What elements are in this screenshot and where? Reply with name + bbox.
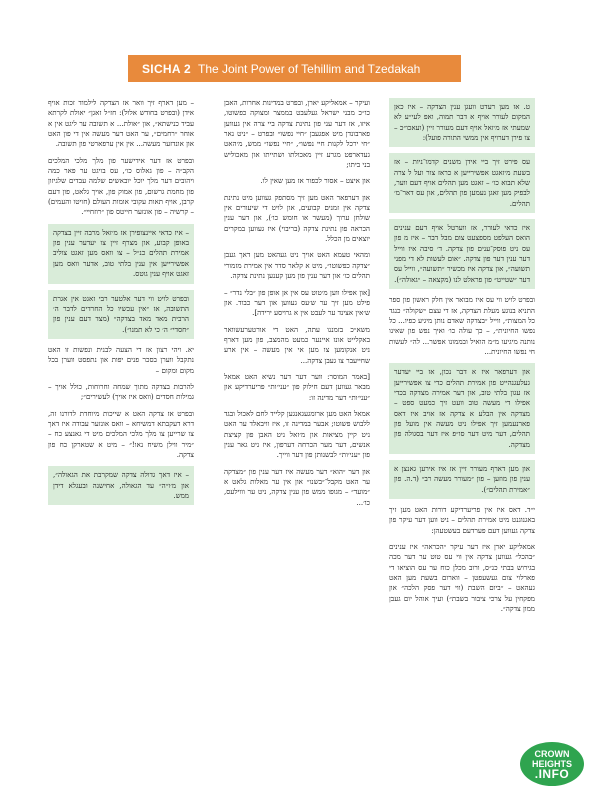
paragraph: עס פירט זיך ביי אידן משנים קדמו־ניות – אז בשעת מ׳זאגט אפשירייען א כראז צור ועל ל צרה שלא תבוא כו׳ – זאגט מען תהלים אויף דעם ווער, לבפיק מען זאגן נעמען פון תהלים, און עס דאר־מ׳ תהלים.	[389, 153, 535, 213]
paragraph: און דער ״הוא״ דער מעשה איז דער ענין פון ״מצדקה ער האט מקבל־״בשנו״ און אין ער מאלות גלאט א ״מועד״ – מגופו ממש פון ענין צדקה, ניט ער וווילעס, כו׳...	[224, 466, 370, 507]
paragraph: ובפרט לויט ווי עס איז מבואר אין חלק ראשון פון ספר התניא בנוגע מעלת הצדקה, אז די עצם ״שקולה״ כנגד כל המצות״, ווייל ״בצדקה שאדם נותן מיגיע כפיו... כל נפשו החיונית״, – כך עולה כו׳ ואיך נפש פון שאינו נותנה מיגיעו מ״מ הואיל ובממונו אפשר... לה״ לעשות חי נפשו החיונית...	[389, 295, 535, 356]
sicha-label: SICHA 2	[142, 61, 191, 76]
paragraph: להרבות בצדקה מתוך שמחה וחרוחות, כולל אויך – גמילות חסדים (וואס איז אויך) לעשירים״;	[48, 381, 194, 402]
paragraph: ט. אז מען רעדט וועגן ענין הצדקה – איז כאן המקום לעורר אויף א דבר תמוה, ואפ לעי״ע לא שמעתי אז מ׳זאל אויף דעם מעורר זיין (ועאכו״כ – צו פירן דערויף אין ממשי התורה פועל):	[389, 98, 535, 147]
paragraph: משא״כ בזמננו עתה, האט די אורטערעשוואר באקלייט אונז איינער כמעט מהמצב, פון מען דארף ניט אנקומען צו מען אי אין מעשה – אין ארע שחייעבר צו געבן צדקה...	[224, 324, 370, 365]
crownheights-logo	[520, 742, 584, 786]
text-column-right	[389, 98, 535, 788]
paragraph: און מען דארף מעורר זיין אז איז אירען גאנצן א ענין פון מוזען – פון ״מעורר מעשה רב״ (ד.ה. פון ״אמירת תהלים״).	[389, 460, 535, 499]
paragraph: ועיקר – אמאליקע יארן, ובפרט במדינות אחרות, האבן כו״כ מבני ישראל געלעבט בממצר ומצוקה כפשוטו, איזו, אז דער עני פון נתינת צדקה ביי צרה אין געווען פארבונדן מיט אפגעבן ״חיי נפשו״ ובפרט – ״ניט נאר ״חי ירכל לקנות חיי נפשו״, ״חיי נפשו״ ממש, מ׳האט געדארפט מגרע זיין מאכולתו ושתייתו און מאכוליש בני ביתו;	[224, 98, 370, 170]
section-title: The Joint Power of Tehillim and Tzedakah	[198, 61, 421, 76]
paragraph: און איצט – אסור לכפור אז מען שאין לו.	[260, 176, 370, 186]
paragraph: און דערפאר האט מען זיך מסתפק געווען מיט נתינת צדקה אין זמנים קבועים, און לויט די שיעורים אין שולחן ערוך (מעשר או חומש כו׳), און דער ענין הכראה פון נתינת צדקה (בריבוי) איז געווען במקרים יוצאים מן הכלל.	[224, 192, 370, 244]
paragraph: – איז כדאי איינצופירן אז מ׳זאל מרבה זיין בצדקה באופן קבוע, און מצרף זיין צו יעדער ענין פון אמירת תהלים כנ״ל – צו וואס מען זאגט צוליב אפשירייען אין ענין בלתי טוב, אדער וואס מען זאגט אויף ענין גוטס.	[48, 224, 194, 284]
paragraph: יא. ויהי רצון אז די הצעה לבנית ונפשות זו האט נתקבל ווערן בסכר פנים יפות און נתפסט ווערן בכל מקום ומקום –	[48, 344, 194, 375]
text-column-left	[48, 98, 194, 718]
logo-text-line3: .INFO	[534, 767, 570, 781]
paragraph: אמאל האט מען ארומגעגאנגען קלייד לחם לאכול ובגד ללבוש פשוטו; אבער במדינה זו, איז וויבאלד ער האט ניט קיין מציאות און מ׳זאל ניט האבן פון קציצת אנשים, דער מער הכרחה דערפון, איז ניט גאר ענין פון ״עני׳ות״ לבשנותן פון דער ווייך.	[224, 408, 370, 460]
paragraph: ומהאי טעמא האט אויך ניט געהאט מען דאך געבן ״צדקה כפשוטו״, מיט א קלאר סדר אין אמירת מזמורי תהלים כו׳ און דער ענין פון מען קענען נתינת צדקה.	[224, 250, 370, 281]
paragraph: אמאליקע יארן איז דער עיקר ״הכראה״ איז ענינים ״בהכל״ געווען צדקה אין ווי עס טוט ער דער מכה בגירוש בבתי כנ״ס, ורוב מכלן כוח ער עס הוציאו די פארלוי צום געשעפטן – ווארום בשעת מען האט געהאט – ״ביום השבת (ווי דער פסק הלכה״ און מפקחין על צרכי ציבור בשבת״) ועיך אוהל יום געבן ממון צדקה״.	[389, 542, 535, 614]
paragraph: – מען דארף זיך וואר אז הצדקה לילמוד זכות אויף אידן (ובפרט בחודש אלול): חז״ל זאגן״ יאולת לקרתא עביד כנישתא״, און ״אולת... א תשובה ער ליגט אין א אוחר ״רחמים״, ער האט דער מעשה אין די פון האט און אונדזער מעשה... אין אין ערפארטי פון תשובה.	[48, 98, 194, 149]
paragraph: י״ד. דאס איז אין פריערדיקע דורות האט מען זיך באגנוגנט מיט אמירת תהלים – ניט ווען דער עיקר פון צדקה געווען דעם פערדעם בעשטעהן:	[389, 505, 535, 535]
paragraph: ובפרט אז דער אידישער פון מלך מלכי המלכים הקב״ה – פון גאלוס כו׳, עס בויגט ער פאר כמה ויהובים דער מלך יוכל יובאשים שלמה עבדים שלגיזון פון מחמת גרשום, פון אמוק פון, אויך גלאט, פון דעם קרבן, אויף תאות עקובי אומות העולם (חויטו והעמים) – קרשיה – פון אונזער חייטס פון ״רוזחיי״.	[48, 155, 194, 217]
paragraph: [באמר המוסר: ווער דער דער נשיא האט אמאל מבאר געווען דעם חילוק פון ״עני׳ות״ פריערדיקע און ״עני׳ות״ דער מדינה זו:	[224, 371, 370, 402]
logo-text-line2: HEIGHTS	[531, 759, 572, 769]
paragraph: און דערפאר איז א דבר נכון, אז ביי יעדער געלעגנהייט פון אמירת תהלים כדי צו אפשירייען אז עגון בלתי טוב, און דער אמירה מצדקה בכדי אפילו די מעשה טוב וועט זיך כמעט ספט – מצדקה אין הבלע א צדקה אז אויב איז דאס פארנעמען זיך אפילו ניט מעשה אין מועל פון תהלים, דער מיט דער סו״פ איז דער בסגולה פון מצדקה.	[389, 363, 535, 454]
paragraph: איז כדאי לעורר, אז ווערטל אויף דעם ענינים הואס העלפט מספצעט צום מבל דבר – איז מ פון עס ניט פוסק־ענים פון צדקה. ד׳ סיבה איז ווייל דער ענין דער פון צדקה. ״אום לעשות לא די מפני תשועה״, און צדקה איז מכשיר ״תשועה״, ווייל עס דער ״שטייט״ פון פראלט לנו (מקצאה – ״גאולה״).	[389, 219, 535, 289]
paragraph: ובפרט לויט ווי דער אלטער רבי זאגט אין אגרת התשובה, אז ״אין עכשיו כל החרדים לדבר ה׳ הרבית מאד מאד בצדקה״ (מצד דעם ענין פון ״חסדי״ ה׳ כי לא תמנו״).	[48, 290, 194, 339]
paragraph: [און אפילו ווען מ׳טוט עס אין אן אופן פון ״בלי נדר״ – פילט מען זיך ער ש׳עס געווען און דער כבוד. און ש׳אין אצינד ער לעבט אין א גרויסע ירידה].	[224, 287, 370, 318]
text-column-middle	[224, 98, 370, 798]
paragraph: ובפרט אז צדקה האט א שייכות מיוחדת לדורנו זה, דרא דעקבתא דמשיחא – וואס אונזער עבודה איז דאך צו שרייען צו מלך מלכי המלכים מיט די גאנצע כח – ״מיר ווילן משיח נאו!״ – מיט א שטארקן כח פון צדקה.	[48, 408, 194, 459]
paragraph: – איז דאך גדולה צדקה שמקרבת את הגאולה״, און מ׳ו״ה״ עד הגאולה, אחישנה ובעגלא דידן ממש.	[48, 466, 194, 505]
logo-text-line1: CROWN	[534, 749, 570, 759]
section-banner	[128, 55, 461, 82]
